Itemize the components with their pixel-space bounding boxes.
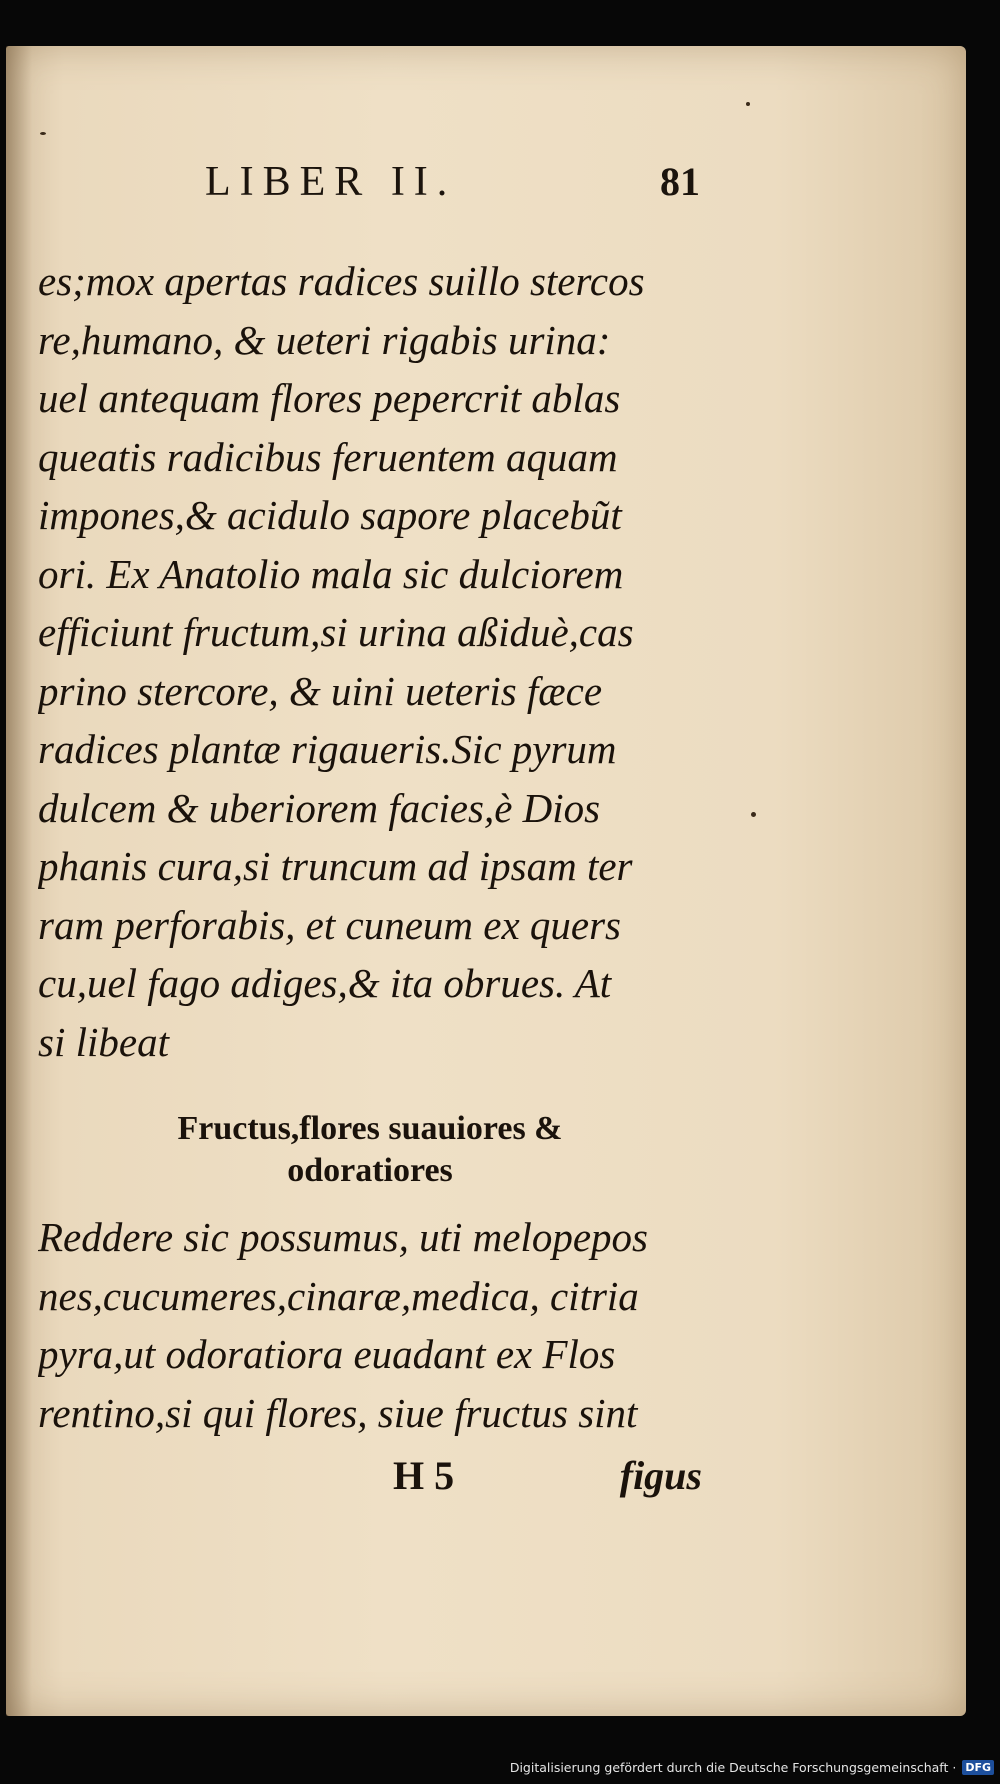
digitization-footer [510,1756,994,1778]
text-line: uel antequam flores pepercrit ablas [38,375,621,421]
paragraph-2 [38,1208,702,1442]
text-line: radices plantæ rigaueris.Sic pyrum [38,726,617,772]
paper-speck [40,132,46,135]
spine-shadow [6,46,32,1716]
text-line: rentino,si qui flores, siue fructus sint [38,1389,638,1436]
funding-credit: Digitalisierung gefördert durch die Deutsche Forschungsgemeinschaft · [509,1759,957,1775]
text-line: nes,cucumeres,cinaræ,medica, citria [38,1272,639,1319]
section-heading [38,1108,702,1192]
page-header [205,158,700,218]
text-line: impones,& acidulo sapore placebũt [38,492,622,538]
text-line: es;mox apertas radices suillo stercos [38,258,645,304]
text-line: efficiunt fructum,si urina aßiduè,cas [38,609,634,655]
text-line: ori. Ex Anatolio mala sic dulciorem [38,550,624,597]
text-line: Reddere sic possumus, uti melopepos [38,1214,648,1260]
text-line: si libeat [38,1018,169,1065]
signature-mark: H 5 [393,1453,455,1498]
page-number: 81 [660,159,700,204]
text-line: phanis cura,si truncum ad ipsam ter [38,843,633,889]
text-line: prino stercore, & uini ueteris fæce [38,667,603,714]
paper-speck [746,102,750,106]
catchword: figus [619,1453,702,1498]
paragraph-1 [38,252,702,1071]
text-line: ram perforabis, et cuneum ex quers [38,901,622,948]
running-title: LIBER II. [205,159,457,205]
text-line: pyra,ut odoratiora euadant ex Flos [38,1331,616,1377]
page-foot [38,1452,702,1512]
paper-speck [751,812,756,817]
text-line: re,humano, & ueteri rigabis urina: [38,316,611,363]
text-line: cu,uel fago adiges,& ita obrues. At [38,960,612,1006]
text-line: dulcem & uberiorem facies,è Dios [38,784,601,831]
heading-line: Fructus,flores suauiores & [177,1110,563,1147]
text-line: queatis radicibus feruentem aquam [38,433,618,480]
dfg-logo: DFG [962,1760,994,1775]
heading-line: odoratiores [287,1152,453,1189]
